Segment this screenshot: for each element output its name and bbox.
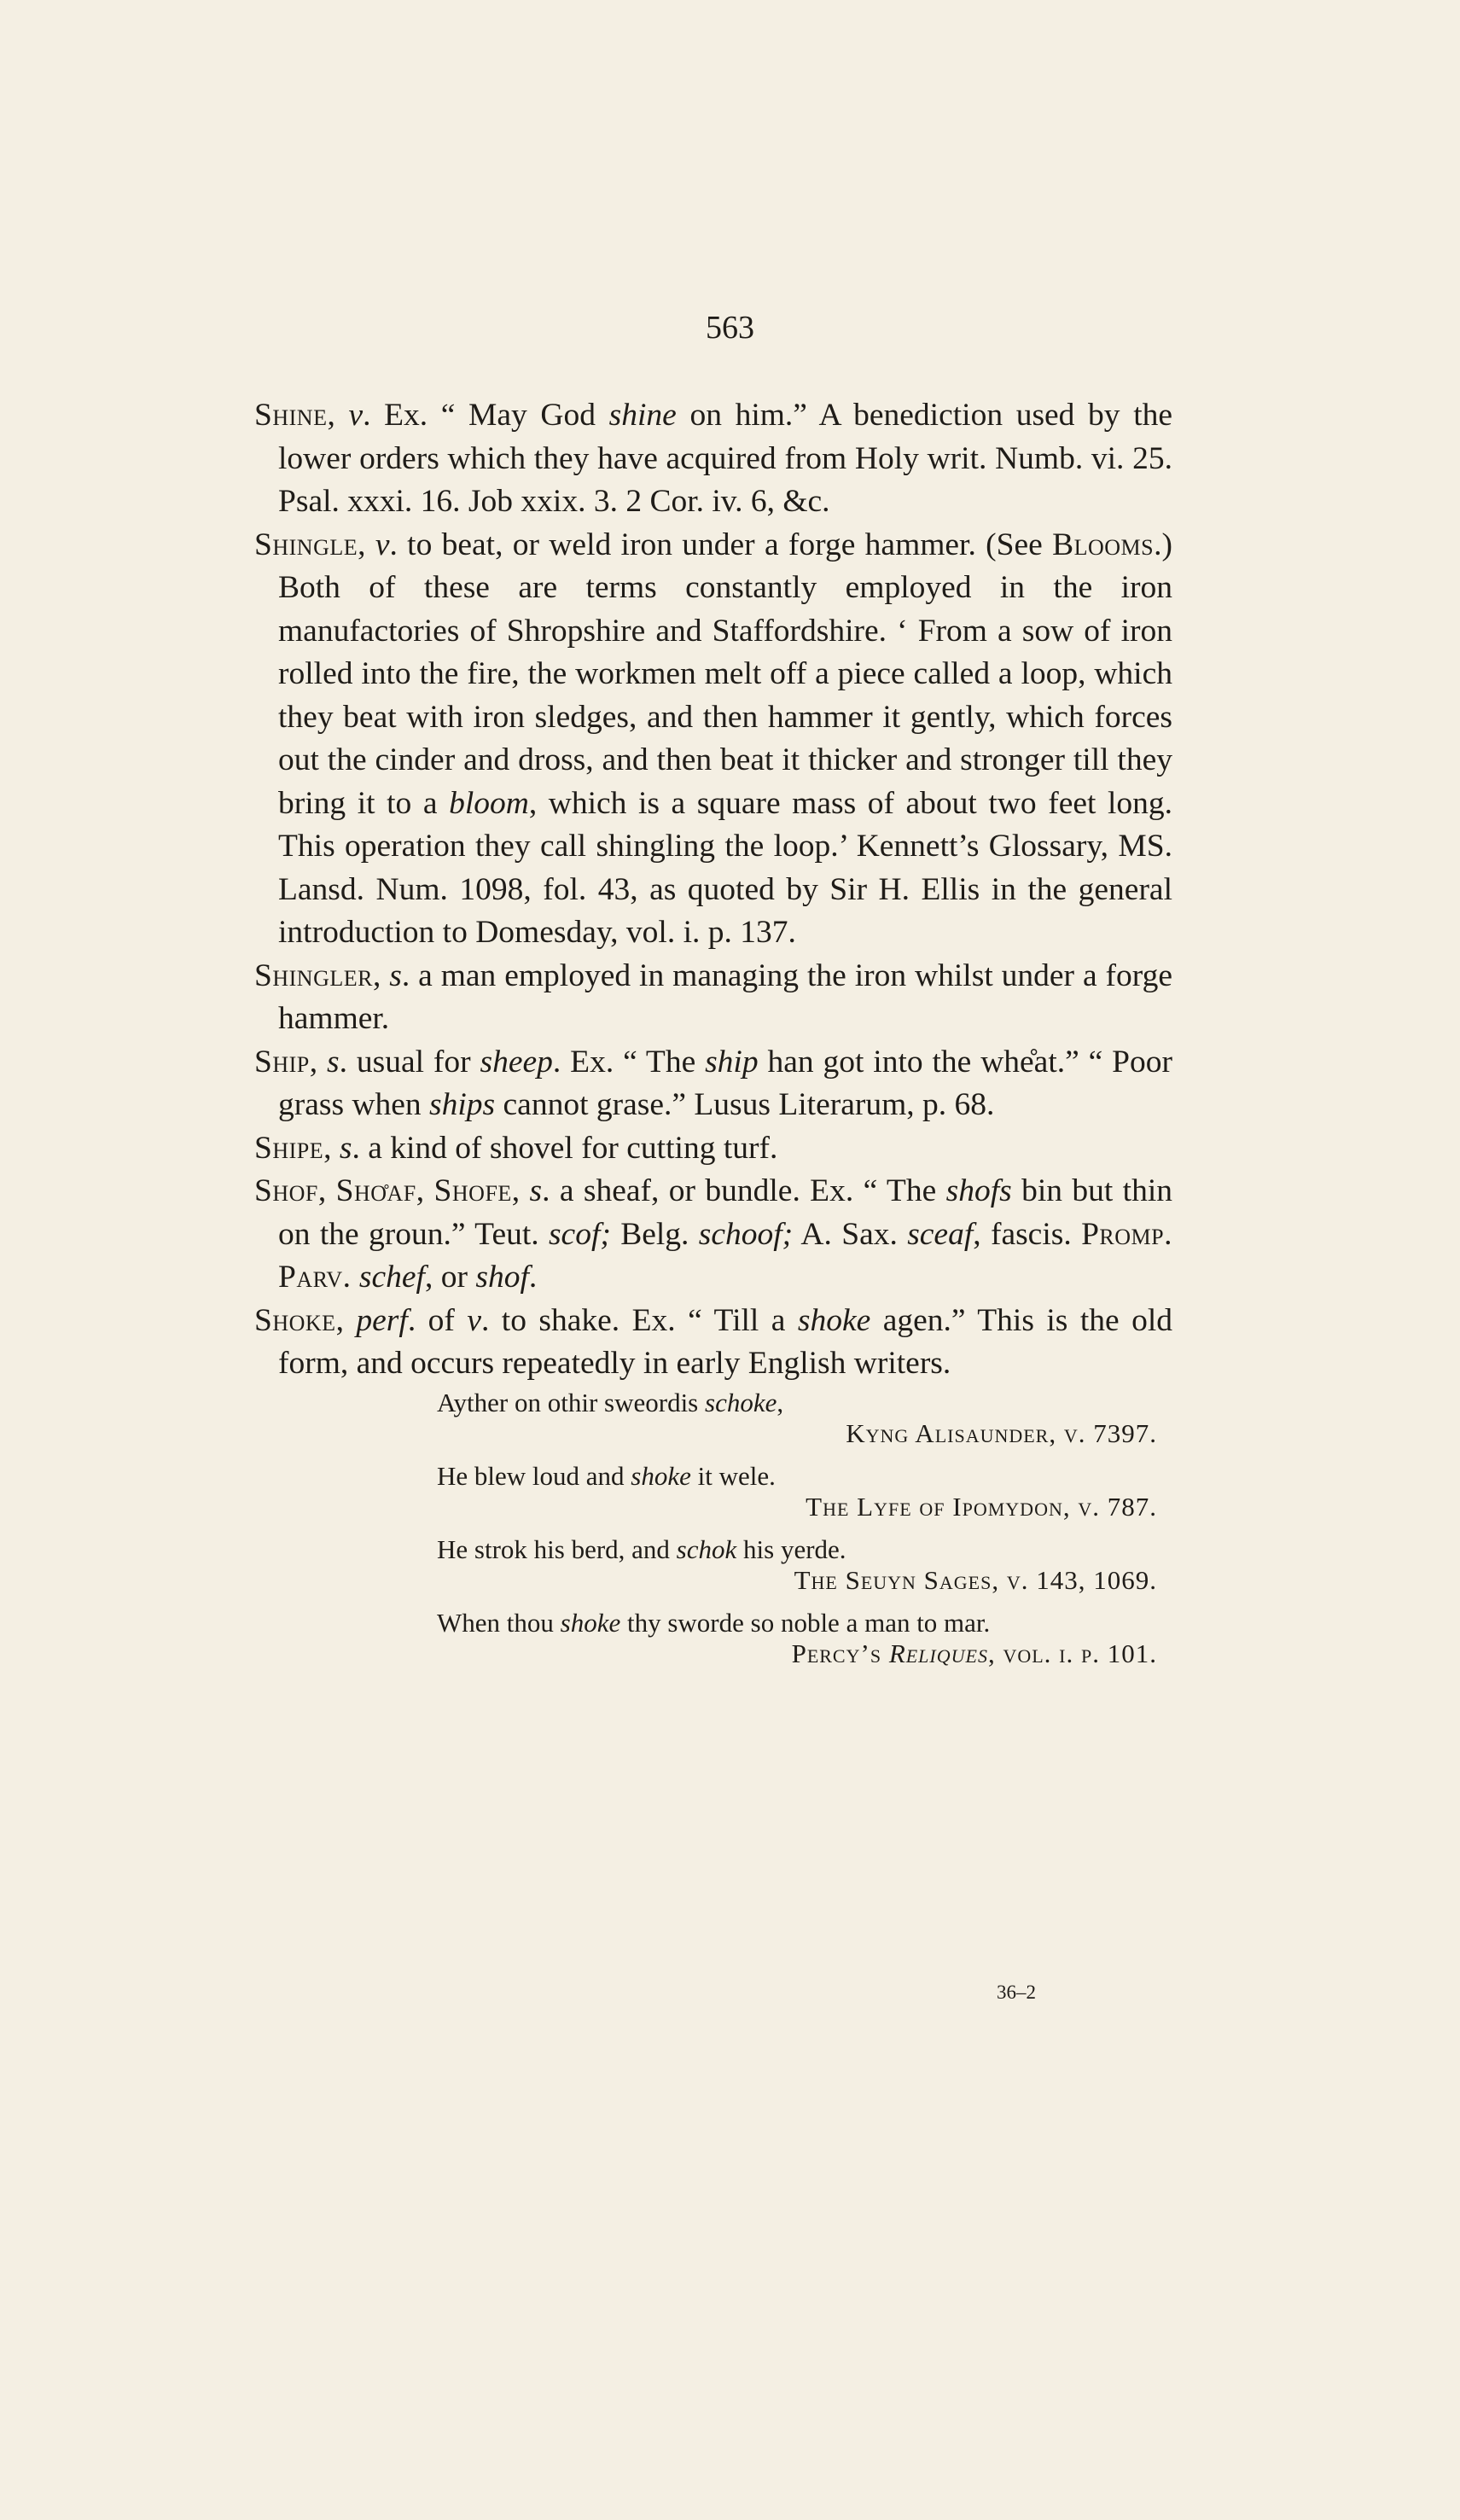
entry-ship: Ship, s. usual for sheep. Ex. “ The ship han got into the whe̊at.” “ Poor grass when ships cannot grase.” Lusus Literarum, p. 68. bbox=[254, 1044, 1173, 1122]
quotation-source: The Seuyn Sages, v. 143, 1069. bbox=[794, 1564, 1157, 1595]
glossary-column bbox=[254, 394, 1172, 1681]
entry-shingle: Shingle, v. to beat, or weld iron under a forge hammer. (See Blooms.) Both of these are terms constantly employed in the iron manufactories of Shropshire and Staffordshire. ‘ From a sow of iron rolled into the fire, the workmen melt off a piece called a loop, which they beat with iron sledges, and then hammer it gently, which forces out the cinder and dross, and then beat it thicker and stronger till they bring it to a bloom, which is a square mass of about two feet long. This operation they call shingling the loop.’ Kennett’s Glossary, MS. Lansd. Num. 1098, fol. 43, as quoted by Sir H. Ellis in the general introduction to Domesday, vol. i. p. 137. bbox=[254, 527, 1173, 950]
quotation bbox=[437, 1461, 1167, 1522]
entry-shipe: Shipe, s. a kind of shovel for cutting turf. bbox=[254, 1130, 778, 1166]
quotation-line: He strok his berd, and schok his yerde. bbox=[437, 1534, 846, 1564]
entry-shine: Shine, v. Ex. “ May God shine on him.” A benediction used by the lower orders which they have acquired from Holy writ. Numb. vi. 25. Psal. xxxi. 16. Job xxix. 3. 2 Cor. iv. 6, &c. bbox=[254, 398, 1173, 519]
quotation bbox=[437, 1608, 1167, 1669]
quotation-source: The Lyfe of Ipomydon, v. 787. bbox=[806, 1491, 1157, 1522]
printer-signature: 36–2 bbox=[997, 1982, 1036, 2003]
quotation bbox=[437, 1534, 1167, 1596]
quotation-source: Percy’s Reliques, vol. i. p. 101. bbox=[791, 1638, 1157, 1668]
quotation-source: Kyng Alisaunder, v. 7397. bbox=[846, 1417, 1157, 1448]
entry-shoke: Shoke, perf. of v. to shake. Ex. “ Till a shoke agen.” This is the old form, and occurs repeatedly in early English writers. bbox=[254, 1302, 1172, 1381]
entry-shingler: Shingler, s. a man employed in managing the iron whilst under a forge hammer. bbox=[254, 957, 1173, 1036]
quotation-line: When thou shoke thy sworde so noble a man to mar. bbox=[437, 1607, 991, 1638]
page-number: 563 bbox=[706, 310, 754, 346]
quotations bbox=[437, 1388, 1167, 1669]
quotation-line: He blew loud and shoke it wele. bbox=[437, 1460, 776, 1491]
quotation bbox=[437, 1388, 1167, 1449]
entry-shof: Shof, Sho̊af, Shofe, s. a sheaf, or bundle. Ex. “ The shofs bin but thin on the groun.” Teut. scof; Belg. schoof; A. Sax. sceaf, fascis. Promp. Parv. schef, or shof. bbox=[254, 1173, 1173, 1295]
quotation-line: Ayther on othir sweordis schoke, bbox=[437, 1387, 784, 1417]
